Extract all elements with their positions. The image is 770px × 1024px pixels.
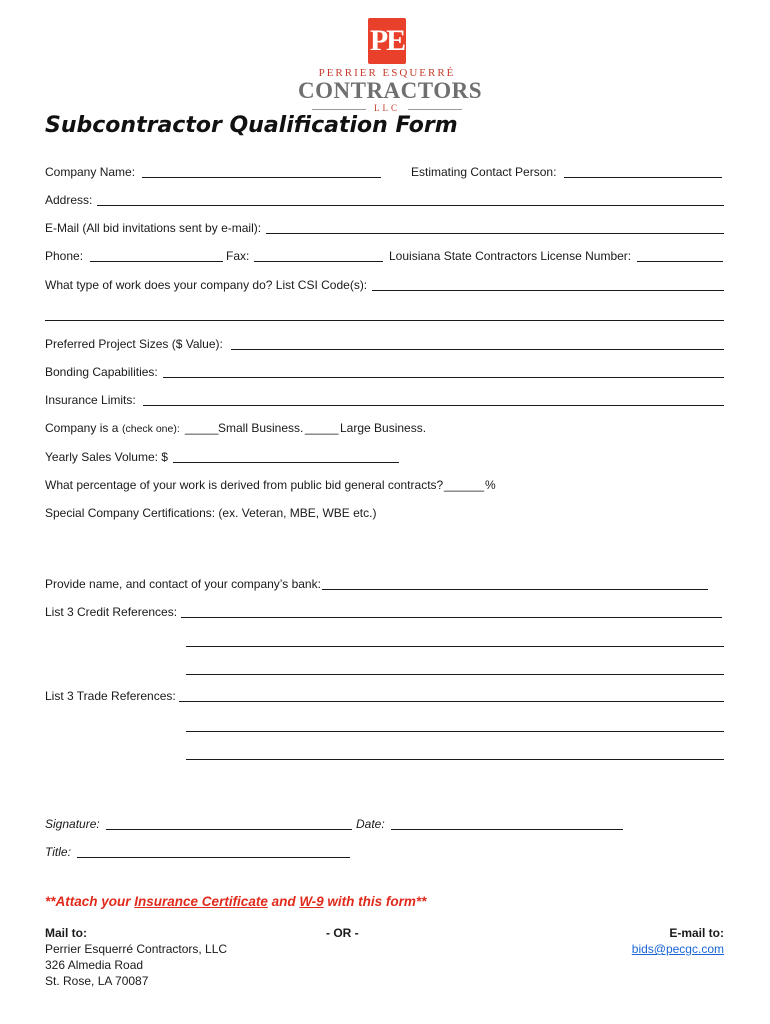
trade-ref-field-2[interactable]	[186, 731, 724, 732]
notice-w9: W-9	[299, 894, 324, 909]
credit-ref-field-1[interactable]	[181, 617, 722, 618]
notice-insurance-certificate: Insurance Certificate	[134, 894, 268, 909]
trade-refs-label: List 3 Trade References:	[45, 689, 176, 703]
date-label: Date:	[356, 817, 385, 831]
fax-field[interactable]	[254, 261, 383, 262]
logo-rule-right	[408, 109, 462, 110]
notice-middle: and	[267, 894, 300, 909]
large-business-blank[interactable]: _____	[305, 421, 339, 435]
address-field[interactable]	[97, 205, 724, 206]
mail-company: Perrier Esquerré Contractors, LLC	[45, 942, 228, 956]
license-field[interactable]	[637, 261, 723, 262]
check-one-note: (check one):	[122, 423, 180, 435]
percentage-suffix: %	[485, 478, 496, 492]
mail-to-label: Mail to:	[45, 926, 87, 940]
phone-label: Phone:	[45, 249, 84, 263]
signature-field[interactable]	[106, 829, 352, 830]
notice-prefix: **Attach your	[45, 894, 135, 909]
trade-ref-field-3[interactable]	[186, 759, 724, 760]
logo-line-3: LLC	[374, 103, 400, 113]
percentage-field[interactable]: ______	[444, 478, 485, 492]
work-type-label: What type of work does your company do? List CSI Code(s):	[45, 278, 368, 292]
credit-refs-label: List 3 Credit References:	[45, 605, 178, 619]
small-business-blank[interactable]: _____	[185, 421, 219, 435]
work-type-field[interactable]	[372, 290, 724, 291]
certifications-label: Special Company Certifications: (ex. Veteran, MBE, WBE etc.)	[45, 506, 377, 520]
email-field[interactable]	[266, 233, 724, 234]
project-sizes-label: Preferred Project Sizes ($ Value):	[45, 337, 223, 351]
phone-field[interactable]	[90, 261, 223, 262]
page-title: Subcontractor Qualification Form	[45, 113, 458, 138]
estimating-contact-label: Estimating Contact Person:	[411, 165, 557, 179]
logo-line-1: PERRIER ESQUERRÉ	[318, 67, 456, 79]
small-business-label: Small Business.	[218, 421, 304, 435]
title-label: Title:	[45, 845, 71, 859]
insurance-label: Insurance Limits:	[45, 393, 136, 407]
company-type-label: Company is a	[45, 421, 119, 435]
yearly-sales-field[interactable]	[173, 462, 399, 463]
company-name-label: Company Name:	[45, 165, 136, 179]
company-name-field[interactable]	[142, 177, 381, 178]
bank-label: Provide name, and contact of your company’s bank:	[45, 577, 321, 591]
email-label: E-Mail (All bid invitations sent by e-mail):	[45, 221, 262, 235]
signature-label: Signature:	[45, 817, 100, 831]
logo-line-2: CONTRACTORS	[298, 78, 482, 103]
fax-label: Fax:	[226, 249, 250, 263]
bonding-field[interactable]	[163, 377, 724, 378]
attachment-notice	[45, 894, 426, 909]
email-link[interactable]: bids@pecgc.com	[631, 942, 724, 956]
logo-mark: PE	[368, 18, 406, 64]
mail-city: St. Rose, LA 70087	[45, 974, 149, 988]
yearly-sales-label: Yearly Sales Volume: $	[45, 450, 168, 464]
credit-ref-field-2[interactable]	[186, 646, 724, 647]
project-sizes-field[interactable]	[231, 349, 724, 350]
license-label: Louisiana State Contractors License Number:	[389, 249, 632, 263]
credit-ref-field-3[interactable]	[186, 674, 724, 675]
date-field[interactable]	[391, 829, 623, 830]
notice-suffix: with this form**	[323, 894, 427, 909]
email-to-label: E-mail to:	[669, 926, 724, 940]
percentage-label: What percentage of your work is derived from public bid general contracts?	[45, 478, 444, 492]
large-business-label: Large Business.	[340, 421, 427, 435]
insurance-field[interactable]	[143, 405, 724, 406]
work-type-field-2[interactable]	[45, 320, 724, 321]
bonding-label: Bonding Capabilities:	[45, 365, 158, 379]
trade-ref-field-1[interactable]	[179, 701, 724, 702]
estimating-contact-field[interactable]	[564, 177, 722, 178]
mail-street: 326 Almedia Road	[45, 958, 144, 972]
or-label: - OR -	[326, 926, 359, 940]
title-field[interactable]	[77, 857, 350, 858]
bank-field[interactable]	[322, 589, 708, 590]
address-label: Address:	[45, 193, 93, 207]
company-logo	[298, 18, 482, 114]
